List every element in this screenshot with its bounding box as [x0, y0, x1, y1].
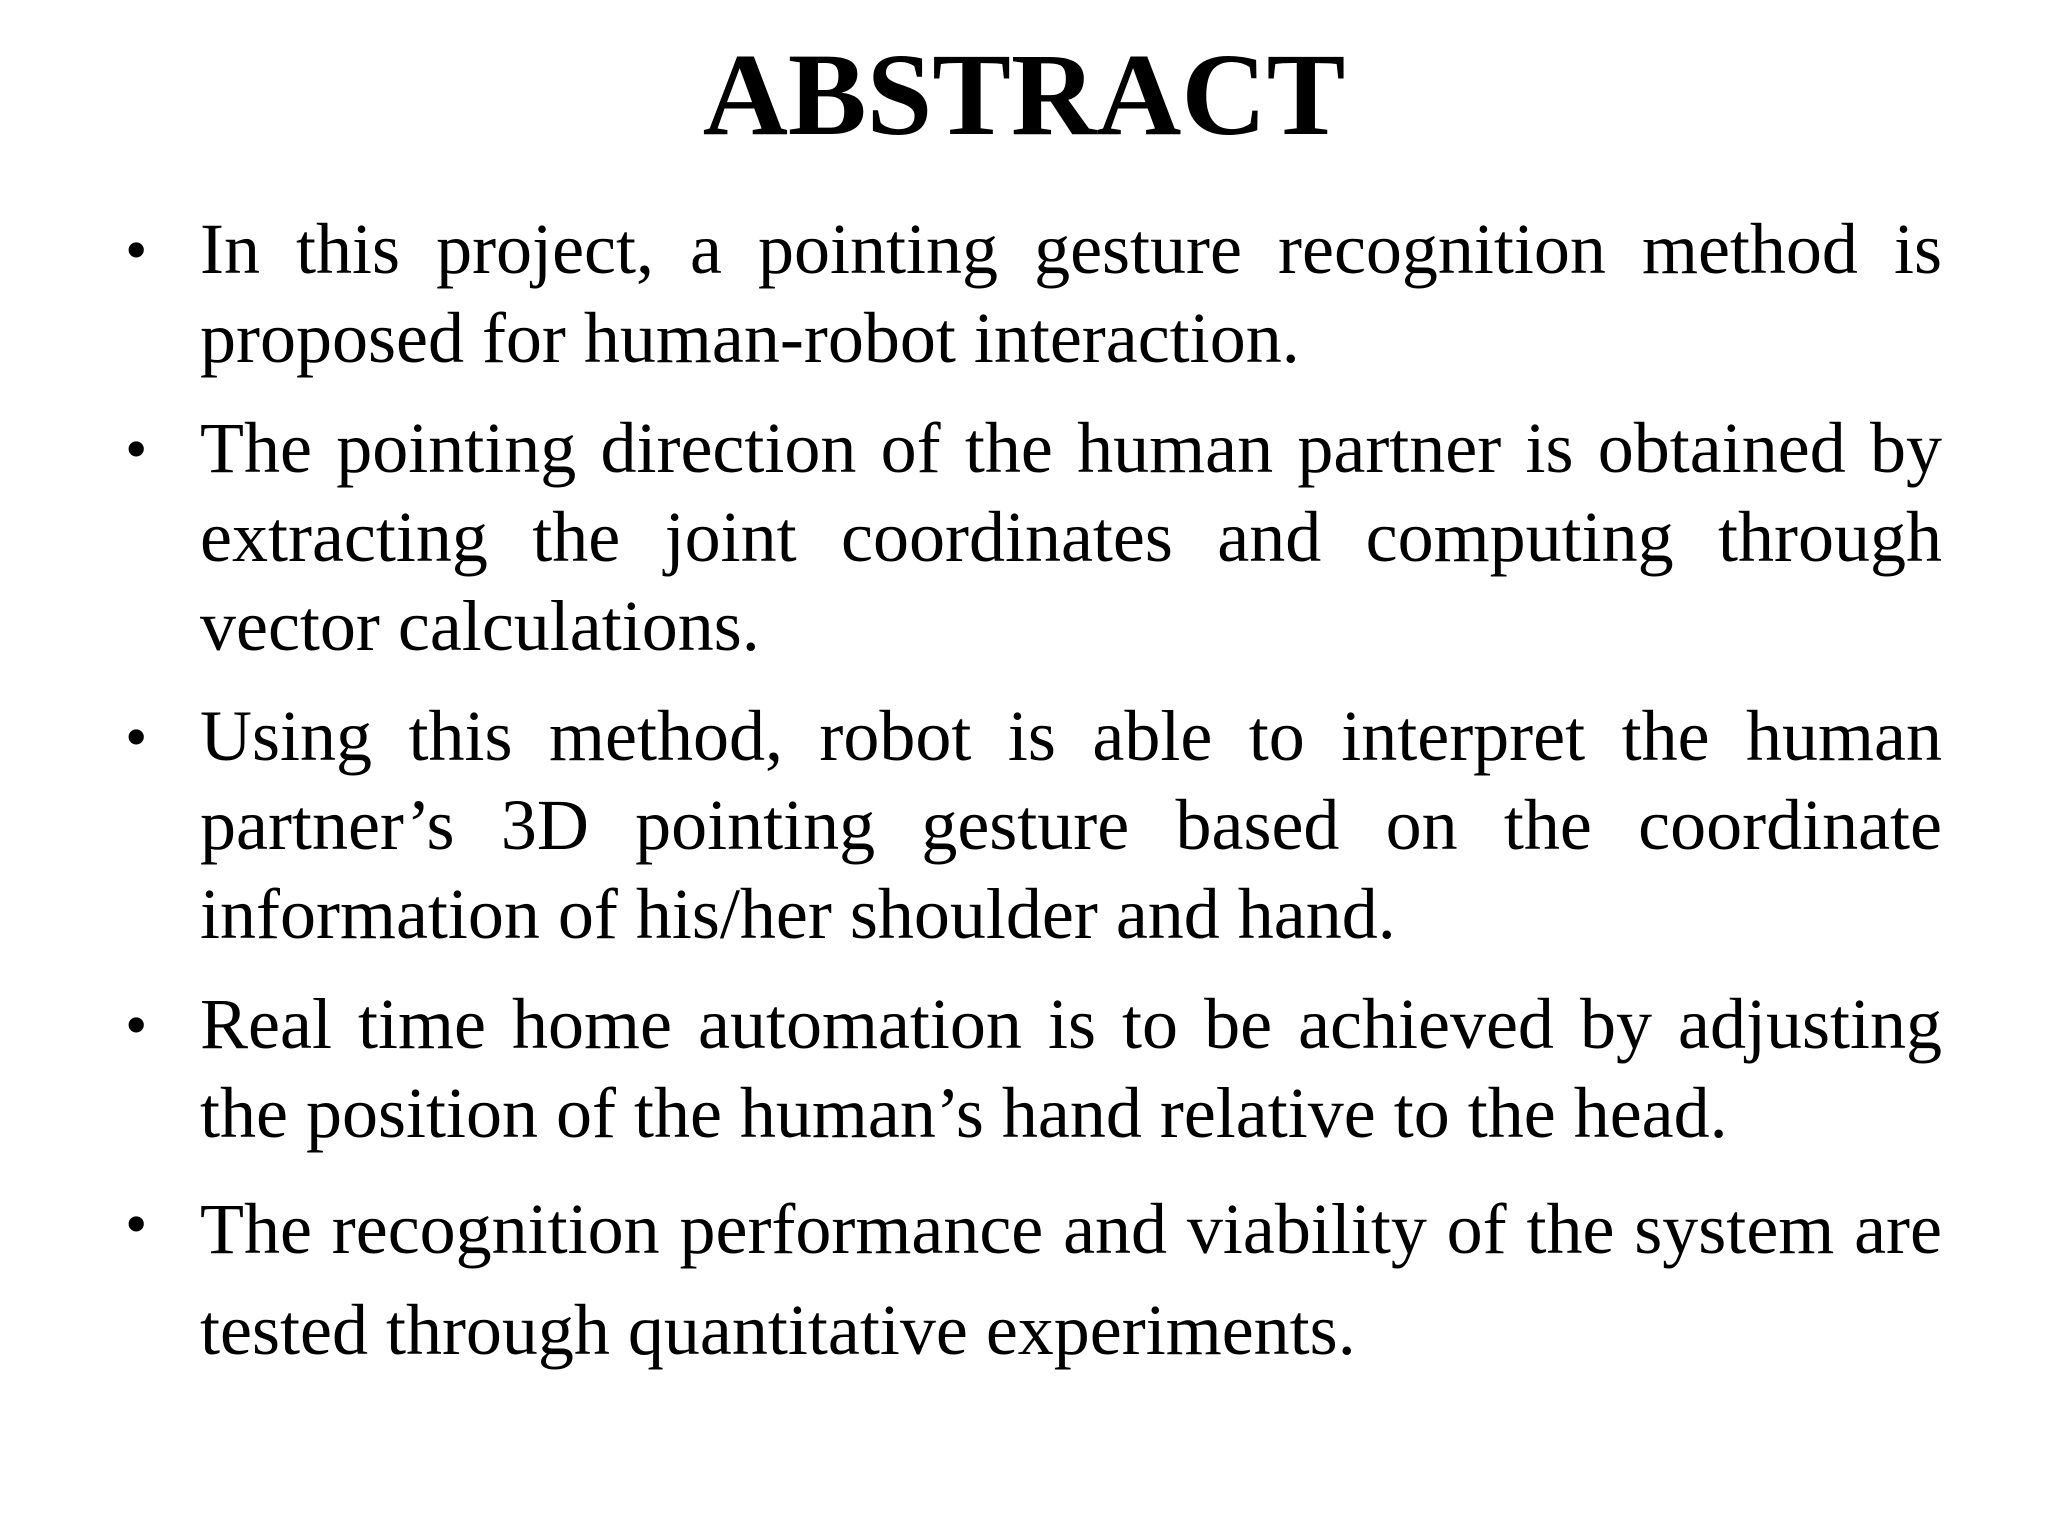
- bullet-icon: •: [125, 701, 148, 772]
- bullet-text: The pointing direction of the human partner is obtained by extracting the joint coordinates and computing through vector calculations.: [200, 408, 1942, 666]
- bullet-item: [125, 205, 1942, 383]
- slide-title: ABSTRACT: [702, 29, 1346, 160]
- bullet-list: [125, 205, 1942, 1402]
- bullet-text: In this project, a pointing gesture recognition method is proposed for human-robot interaction.: [200, 209, 1942, 378]
- bullet-text: Using this method, robot is able to interpret the human partner’s 3D pointing gesture based on the coordinate information of his/her shoulder and hand.: [200, 696, 1942, 954]
- bullet-icon: •: [125, 413, 148, 484]
- bullet-text: Real time home automation is to be achieved by adjusting the position of the human’s hand relative to the head.: [200, 984, 1942, 1153]
- bullet-icon: •: [125, 214, 148, 285]
- bullet-item: [125, 1179, 1942, 1381]
- bullet-item: [125, 980, 1942, 1158]
- bullet-icon: •: [125, 989, 148, 1060]
- bullet-text: The recognition performance and viability of the system are tested through quantitative experiments.: [200, 1189, 1942, 1370]
- bullet-item: [125, 404, 1942, 671]
- bullet-icon: •: [125, 1188, 148, 1259]
- bullet-item: [125, 692, 1942, 959]
